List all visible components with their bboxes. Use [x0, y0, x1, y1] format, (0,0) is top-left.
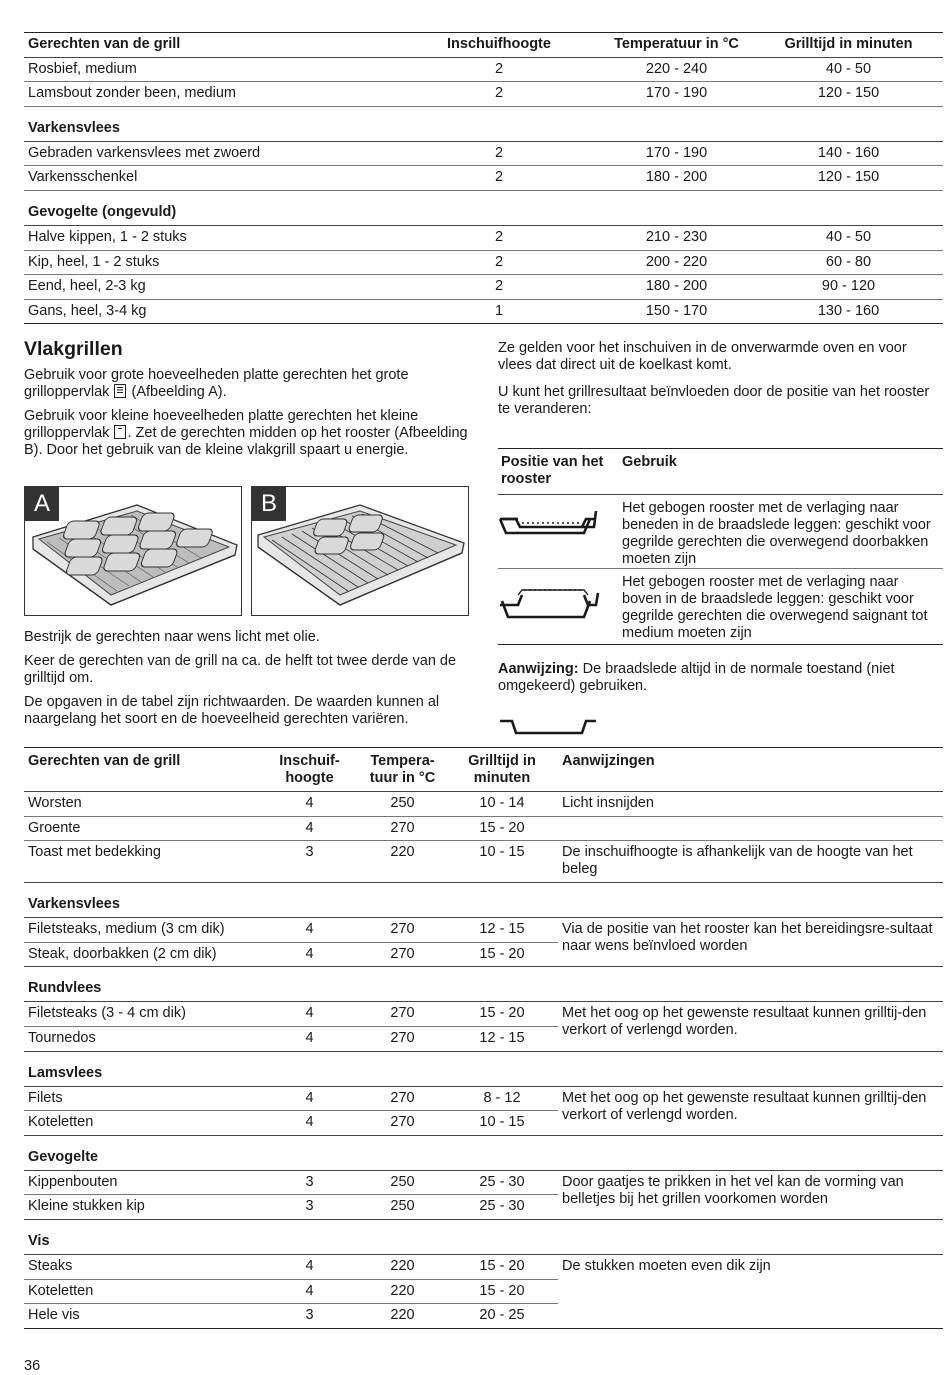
cell-height: 1	[494, 302, 504, 319]
cell-time: 15 - 20	[446, 1002, 558, 1027]
cell-time: 12 - 15	[446, 918, 558, 943]
table-row	[24, 57, 943, 82]
page-number: 36	[24, 1358, 41, 1374]
cell-temp: 210 - 230	[599, 225, 754, 250]
cell-temp: 270	[359, 1086, 446, 1111]
table-row	[24, 841, 943, 883]
tray-small-illustration	[252, 487, 469, 616]
cell-height: 4	[260, 816, 359, 841]
cell-height: 4	[305, 1029, 314, 1046]
tray-large-illustration	[25, 487, 242, 616]
paragraph-guidelines: De opgaven in de tabel zijn richtwaarden. De waarden kunnen al naargelang het soort en de hoeveelheid gerechten variëren.	[24, 694, 440, 727]
cell-time: 10 - 15	[479, 1114, 525, 1131]
rack-lowered-icon	[498, 503, 608, 543]
cell-dish: Varkensschenkel	[24, 166, 399, 191]
cell-time: 25 - 30	[479, 1198, 525, 1215]
cell-dish: Filets	[24, 1086, 260, 1111]
cell-dish: Kleine stukken kip	[28, 1198, 145, 1215]
cell-height: 3	[260, 1170, 359, 1195]
grill-table-top	[24, 32, 943, 324]
cell-temp: 170 - 190	[599, 141, 754, 166]
section-heading-pork: Varkensvlees	[24, 883, 943, 918]
cell-height: 3	[305, 844, 314, 861]
cell-time: 60 - 80	[754, 250, 943, 275]
table-row	[24, 792, 943, 817]
cell-temp: 250	[359, 1170, 446, 1195]
tray-normal-icon	[498, 717, 598, 739]
text: (Afbeelding A).	[127, 384, 227, 400]
col-header-dish: Gerechten van de grill	[24, 33, 399, 58]
cell-height: 2	[399, 166, 599, 191]
cell-dish: Groente	[24, 816, 260, 841]
table-row	[24, 141, 943, 166]
figure-a-label: A	[25, 487, 59, 521]
table-row	[498, 495, 943, 569]
table-row	[24, 225, 943, 250]
paragraph-oil: Bestrijk de gerechten naar wens licht met olie.	[24, 629, 320, 645]
paragraph-large-grill	[24, 367, 469, 401]
cell-temp: 270	[390, 1029, 415, 1046]
cell-temp: 250	[359, 792, 446, 817]
cell-time: 40 - 50	[754, 225, 943, 250]
cell-height: 2	[399, 57, 599, 82]
table-row	[24, 1002, 943, 1027]
table-row	[24, 918, 943, 943]
col-header-usage: Gebruik	[619, 449, 943, 495]
cell-note: De stukken moeten even dik zijn	[562, 1257, 771, 1274]
table-row	[498, 569, 943, 645]
cell-temp: 250	[390, 1198, 415, 1215]
section-heading-poultry: Gevogelte (ongevuld)	[24, 190, 943, 225]
table-row	[24, 1086, 943, 1111]
cell-note: Licht insnijden	[558, 792, 943, 817]
cell-time: 15 - 20	[479, 945, 525, 962]
figure-a	[24, 486, 242, 616]
cell-note: Met het oog op het gewenste resultaat kunnen grilltij-den verkort of verlengd worden.	[562, 1005, 927, 1039]
cell-dish: Lamsbout zonder been, medium	[24, 82, 399, 107]
cell-height: 4	[260, 792, 359, 817]
cell-temp: 170 - 190	[599, 82, 754, 107]
cell-time: 140 - 160	[754, 141, 943, 166]
text: Gebruik voor grote hoeveelheden platte gerechten het grote grilloppervlak	[24, 367, 409, 400]
section-heading-fish: Vis	[24, 1219, 943, 1254]
cell-note: Door gaatjes te prikken in het vel kan de vorming van belletjes bij het grillen voorkomen worden	[562, 1173, 904, 1207]
cell-note	[558, 816, 943, 841]
col-header-notes: Aanwijzingen	[558, 748, 943, 792]
note-label: Aanwijzing:	[498, 661, 579, 677]
cell-dish: Eend, heel, 2-3 kg	[24, 275, 399, 300]
cell-height: 2	[399, 250, 599, 275]
figure-b-label: B	[252, 487, 286, 521]
cell-dish: Gebraden varkensvlees met zwoerd	[24, 141, 399, 166]
cell-height: 4	[260, 1279, 359, 1304]
section-heading-pork: Varkensvlees	[24, 106, 943, 141]
table-row	[24, 1254, 943, 1279]
col-header-position: Positie van het rooster	[498, 449, 619, 495]
table-row	[24, 82, 943, 107]
cell-time: 40 - 50	[754, 57, 943, 82]
cell-temp: 220	[390, 1307, 415, 1324]
cell-time: 15 - 20	[446, 1254, 558, 1279]
text: Gebruik voor kleine hoeveelheden platte gerechten het kleine grilloppervlak	[24, 408, 419, 441]
cell-temp: 150 - 170	[645, 302, 708, 319]
cell-temp: 270	[359, 1002, 446, 1027]
cell-time: 10 - 14	[446, 792, 558, 817]
note-paragraph	[498, 661, 943, 695]
cell-height: 4	[260, 1254, 359, 1279]
cell-dish: Koteletten	[24, 1279, 260, 1304]
section-heading-beef: Rundvlees	[24, 967, 943, 1002]
paragraph-unheated-oven: Ze gelden voor het inschuiven in de onverwarmde oven en voor vlees dat direct uit de koelkast komt.	[498, 340, 907, 373]
cell-dish: Gans, heel, 3-4 kg	[28, 302, 147, 319]
cell-temp: 220	[359, 1254, 446, 1279]
cell-dish: Tournedos	[28, 1029, 96, 1046]
cell-height: 4	[305, 945, 314, 962]
col-header-temp: Tempera-tuur in °C	[359, 748, 446, 792]
col-header-height: Inschuifhoogte	[399, 33, 599, 58]
cell-height: 4	[260, 1002, 359, 1027]
cell-time: 20 - 25	[479, 1307, 525, 1324]
cell-temp: 270	[359, 816, 446, 841]
table-row	[24, 250, 943, 275]
note-text: De braadslede altijd in de normale toestand (niet omgekeerd) gebruiken.	[498, 661, 895, 694]
section-title-vlakgrillen: Vlakgrillen	[24, 338, 123, 360]
cell-dish: Steak, doorbakken (2 cm dik)	[28, 945, 217, 962]
cell-dish: Kip, heel, 1 - 2 stuks	[24, 250, 399, 275]
cell-time: 12 - 15	[479, 1029, 525, 1046]
rack-down-usage: Het gebogen rooster met de verlaging naar beneden in de braadslede leggen: geschikt voor gegrilde gerechten die overwegend doorbakken moeten zijn	[619, 495, 943, 569]
table-row	[24, 299, 943, 324]
col-header-temp: Temperatuur in °C	[599, 33, 754, 58]
text: . Zet de gerechten midden op het rooster (Afbeelding B). Door het gebruik van de kleine vlakgrill spaart u energie.	[24, 425, 468, 458]
cell-time: 90 - 120	[754, 275, 943, 300]
rack-up-usage: Het gebogen rooster met de verlaging naar boven in de braadslede leggen: geschikt voor gegrilde gerechten die overwegend saignant tot medium moeten zijn	[622, 574, 928, 641]
paragraph-turn: Keer de gerechten van de grill na ca. de helft tot twee derde van de grilltijd om.	[24, 653, 457, 686]
section-heading-poultry: Gevogelte	[24, 1135, 943, 1170]
cell-dish: Toast met bedekking	[28, 844, 161, 861]
table-row	[24, 1170, 943, 1195]
paragraph-small-grill	[24, 408, 469, 459]
table-row	[24, 166, 943, 191]
cell-height: 4	[260, 918, 359, 943]
cell-height: 2	[399, 141, 599, 166]
small-grill-icon	[114, 425, 126, 439]
section-heading-lamb: Lamsvlees	[24, 1051, 943, 1086]
cell-temp: 220	[359, 1279, 446, 1304]
cell-time: 15 - 20	[446, 1279, 558, 1304]
cell-temp: 220 - 240	[599, 57, 754, 82]
col-header-time: Grilltijd in minuten	[446, 748, 558, 792]
col-header-dish: Gerechten van de grill	[24, 748, 260, 792]
cell-height: 3	[305, 1198, 314, 1215]
cell-height: 4	[260, 1086, 359, 1111]
table-row	[24, 275, 943, 300]
col-header-time: Grilltijd in minuten	[754, 33, 943, 58]
cell-height: 2	[399, 82, 599, 107]
grill-table-bottom	[24, 747, 943, 1329]
paragraph-rack-position: U kunt het grillresultaat beïnvloeden door de positie van het rooster te veranderen:	[498, 384, 930, 417]
cell-note: De inschuifhoogte is afhankelijk van de hoogte van het beleg	[562, 844, 913, 878]
cell-height: 2	[399, 225, 599, 250]
cell-temp: 270	[390, 1114, 415, 1131]
cell-height: 3	[305, 1307, 314, 1324]
cell-time: 8 - 12	[446, 1086, 558, 1111]
cell-time: 120 - 150	[754, 82, 943, 107]
col-header-height: Inschuif-hoogte	[260, 748, 359, 792]
cell-temp: 200 - 220	[599, 250, 754, 275]
rack-position-table	[498, 448, 943, 645]
cell-dish: Rosbief, medium	[24, 57, 399, 82]
cell-time: 15 - 20	[446, 816, 558, 841]
cell-dish: Kippenbouten	[24, 1170, 260, 1195]
table-row	[24, 816, 943, 841]
cell-temp: 180 - 200	[599, 166, 754, 191]
rack-up-cell	[498, 569, 619, 645]
cell-time: 10 - 15	[479, 844, 525, 861]
cell-temp: 180 - 200	[599, 275, 754, 300]
rack-raised-icon	[498, 581, 608, 629]
cell-note: Met het oog op het gewenste resultaat kunnen grilltij-den verkort of verlengd worden.	[562, 1089, 927, 1123]
cell-time: 25 - 30	[446, 1170, 558, 1195]
cell-dish: Steaks	[24, 1254, 260, 1279]
cell-temp: 220	[390, 844, 415, 861]
cell-height: 2	[399, 275, 599, 300]
cell-dish: Koteletten	[28, 1114, 94, 1131]
cell-time: 130 - 160	[817, 302, 880, 319]
cell-dish: Hele vis	[28, 1307, 80, 1324]
cell-dish: Filetsteaks (3 - 4 cm dik)	[24, 1002, 260, 1027]
cell-dish: Filetsteaks, medium (3 cm dik)	[24, 918, 260, 943]
cell-temp: 270	[359, 918, 446, 943]
rack-down-cell	[498, 495, 619, 569]
cell-dish: Halve kippen, 1 - 2 stuks	[24, 225, 399, 250]
large-grill-icon	[114, 384, 126, 398]
figure-b	[251, 486, 469, 616]
cell-note: Via de positie van het rooster kan het bereidingsre-sultaat naar wens beïnvloed worden	[562, 921, 933, 955]
cell-time: 120 - 150	[754, 166, 943, 191]
cell-dish: Worsten	[24, 792, 260, 817]
cell-temp: 270	[390, 945, 415, 962]
cell-height: 4	[305, 1114, 314, 1131]
